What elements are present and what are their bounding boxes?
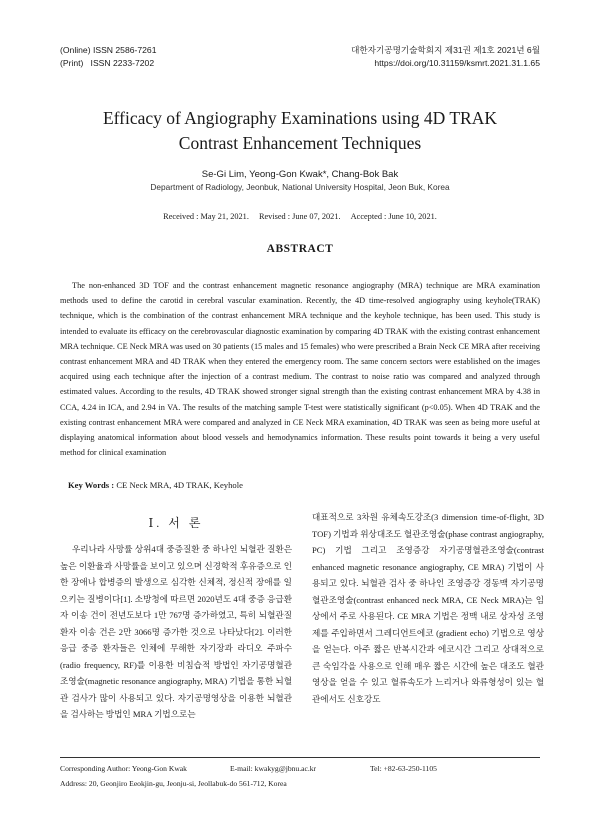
accepted-date: Accepted : June 10, 2021. xyxy=(350,212,437,221)
affiliation: Department of Radiology, Jeonbuk, National University Hospital, Jeon Buk, Korea xyxy=(150,182,450,192)
received-date: Received : May 21, 2021. xyxy=(163,212,249,221)
abstract-heading: ABSTRACT xyxy=(266,243,334,255)
issn-print: (Print) ISSN 2233-7202 xyxy=(60,58,155,68)
doi-link[interactable]: https://doi.org/10.31159/ksmrt.2021.31.1.65 xyxy=(374,58,540,68)
author-tel: Tel: +82-63-250-1105 xyxy=(370,764,437,773)
intro-right-column: 대표적으로 3차원 유체속도강조(3 dimension time-of-flight, 3D TOF) 기법과 위상대조도 혈관조영술(phase contrast angiography, PC) 기법 그리고 조영증강 자기공명혈관조영술(contrast enhanced magnetic resonance angiography, CE MRA) 기법이 사용되고 있다. 뇌혈관 검사 중 하나인 조영증강 경동맥 자기공명혈관조영술(contrast enhanced neck MRA, CE Neck MRA)는 임상에서 주로 사용된다. CE MRA 기법은 정맥 내로 상자성 조영제를 주입하면서 그레디언트에코 (gradient echo) 기법으로 영상을 얻는다. 아주 짧은 반복시간과 에코시간 그리고 상대적으로 큰 숙임각을 사용으로 인해 매우 짧은 시간에 높은 대조도 혈관 영상을 얻을 수 있고 혈류속도가 느리거나 와류형성이 있는 혈관에서도 신호강도 xyxy=(312,512,544,704)
dates-line xyxy=(40,212,560,221)
issn-block xyxy=(60,44,157,70)
title-line-1: Efficacy of Angiography Examinations using 4D TRAK xyxy=(102,108,497,128)
title-line-2: Contrast Enhancement Techniques xyxy=(178,133,422,153)
corresponding-line xyxy=(60,764,437,773)
journal-block xyxy=(351,44,540,70)
journal-name: 대한자기공명기술학회지 제31권 제1호 2021년 6월 xyxy=(351,45,540,55)
keywords: CE Neck MRA, 4D TRAK, Keyhole xyxy=(116,480,243,490)
section-heading-introduction: Ⅰ. 서 론 xyxy=(148,516,204,530)
corresponding-author: Corresponding Author: Yeong-Gon Kwak xyxy=(60,764,187,773)
footnote-divider xyxy=(60,757,540,758)
abstract-text: The non-enhanced 3D TOF and the contrast enhancement magnetic resonance angiography (MRA) technique are MRA examination methods used to define the carotid in cerebral vascular examination. Recently, the 4D time-resolved angiography using keyhole(TRAK) technique, which is the combination of the contrast enhancement MRA technique and the keyhole technique, has been used. This study is intended to evaluate its efficacy on the cerebrovascular diagnostic examination by comparing 4D TRAK with the existing contrast enhancement MRA technique. CE Neck MRA was used on 30 patients (15 males and 15 females) who were prescribed a Brain Neck CE MRA after receiving contrast enhancement MRA and 4D TRAK when they entered the emergency room. The same concern sectors were established on the images acquired using each technique after the injection of a contrast medium. The contrast to noise ratio was compared and analyzed through estimated values. According to the results, 4D TRAK showed stronger signal strength than the existing contrast enhancement MRA by 4.38 in CCA, 4.24 in ICA, and 2.94 in VA. The results of the matching sample T-test were statistically significant (p<0.05). When 4D TRAK and the existing contrast enhancement MRA were compared and analyzed in CE Neck MRA examination, 4D TRAK was seen as being more useful at displaying anatomical information about blood vessels and hemodynamics information. These results point towards it being a very useful method for clinical examination xyxy=(60,281,540,458)
author-address: Address: 20, Geonjiro Eeokjin-gu, Jeonju-si, Jeollabuk-do 561-712, Korea xyxy=(60,779,287,788)
keywords-line xyxy=(68,480,243,490)
author-email[interactable]: E-mail: kwakyg@jbnu.ac.kr xyxy=(230,764,317,773)
keywords-label: Key Words : xyxy=(68,480,115,490)
paper-title xyxy=(40,106,560,156)
issn-online: (Online) ISSN 2586-7261 xyxy=(60,45,157,55)
authors: Se-Gi Lim, Yeong-Gon Kwak*, Chang-Bok Bak xyxy=(201,169,399,180)
revised-date: Revised : June 07, 2021. xyxy=(258,212,341,221)
intro-left-column: 우리나라 사망률 상위4대 중증질환 중 하나인 뇌혈관 질환은 높은 이환율과 사망률을 보이고 있으며 신경학적 후유증으로 인한 장애나 합병증의 발생으로 심각한 신체적, 정신적 장애를 일으키는 질병이다[1]. 소방청에 따르면 2020년도 4대 중증 응급환자 이송 건이 전년도보다 1만 767명 증가하였고, 특히 뇌혈관질환자 이송 건은 2만 3066명 증가한 것으로 나타났다[2]. 이러한 응급 중증 환자들은 인체에 무해한 자기장과 라디오 주파수(radio frequency, RF)를 이용한 비침습적 방법인 자기공명혈관조영술(magnetic resonance angiography, MRA) 기법을 통한 뇌혈관 검사가 많이 사용되고 있다. 자기공명영상을 이용한 뇌혈관을 검사하는 방법인 MRA 기법으로는 xyxy=(60,544,292,719)
